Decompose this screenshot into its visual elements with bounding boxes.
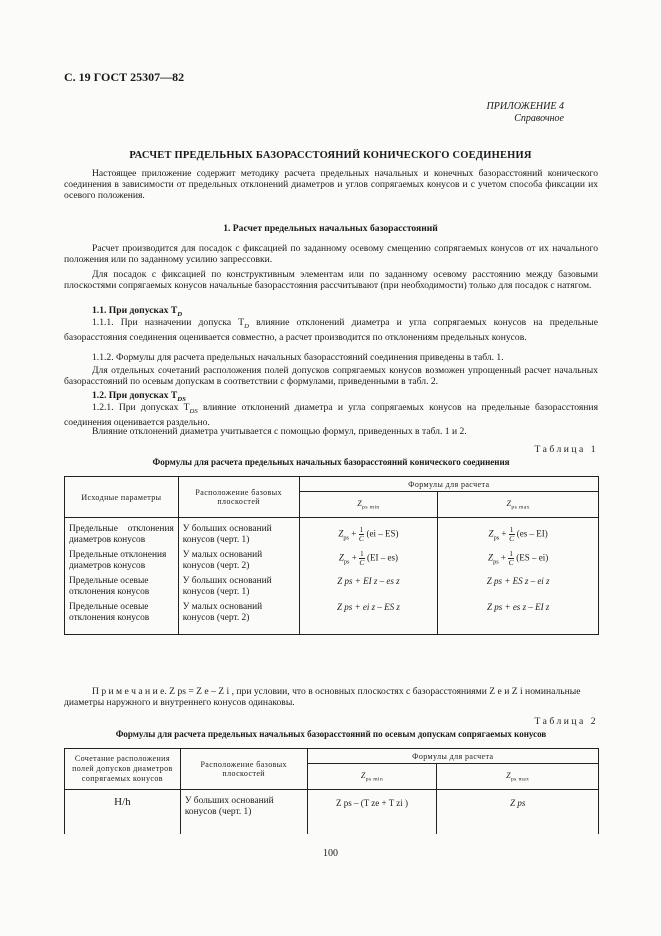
table1-caption: Формулы для расчета предельных начальных базорасстояний конического соединения [152,457,510,467]
table2-header-zmin: $Z_{ps min}$ [307,764,437,790]
section-1-heading: 1. Расчет предельных начальных базорасстояний [223,223,438,234]
table2-row [65,790,599,835]
table1-header-zmin: $Z_{ps min}$ [299,492,438,518]
table1-header-formulas: Формулы для расчета [299,477,598,492]
page-header: С. 19 ГОСТ 25307—82 [64,70,185,84]
table1-formula-min: $Z_{ps}$ + $\frac{1}{C}$ (ei – ES) [299,518,438,549]
table2-label: Таблица 2 [534,716,598,727]
table1-header-params: Исходные параметры [65,477,179,518]
table1-formula-min: Z ps + ei z – ES z [299,600,438,635]
appendix-type: Справочное [514,113,564,124]
table1-formula-min: Z ps + EI z – es z [299,574,438,600]
table1-base: У больших оснований конусов (черт. 1) [178,518,299,549]
table1-header-base: Расположение базовых плоскостей [178,477,299,518]
table1-row [65,548,599,574]
paragraph-1-1-3: Для отдельных сочетаний расположения полей допусков сопрягаемых конусов возможен упрощенный расчет начальных базорасстояний по осевым допускам в соответствии с формулами, приведенными в табл. 2. [64,365,598,388]
table1-formula-max: $Z_{ps}$ + $\frac{1}{C}$ (ES – ei) [438,548,599,574]
table1-param: Предельные отклонения диаметров конусов [65,548,179,574]
intro-paragraph: Настоящее приложение содержит методику расчета предельных начальных и конечных базорасстояний конического соединения в зависимости от предельных отклонений диаметров и углов сопрягаемых конусов и с учетом способа фиксации их осевого положения. [64,168,598,202]
paragraph-1-2-2: Влияние отклонений диаметра учитывается с помощью формул, приведенных в табл. 1 и 2. [92,426,467,437]
table1-formula-max: Z ps + es z – EI z [438,600,599,635]
paragraph-1-2-1: 1.2.1. При допусках $T_{DS}$ влияние отклонений диаметра и угла сопрягаемых конусов на предельные базорасстояния соединения оценивается раздельно. [64,402,598,429]
subsection-1-2: 1.2. При допусках $T_{DS}$ [92,390,186,403]
table2-formula-max: Z ps [437,790,599,835]
appendix-label [487,101,565,125]
table2-header-combo: Сочетание расположения полей допусков диаметров сопрягаемых конусов [65,749,181,790]
paragraph-1-1-2: 1.1.2. Формулы для расчета предельных начальных базорасстояний соединения приведены в табл. 1. [92,352,504,363]
appendix-number: ПРИЛОЖЕНИЕ 4 [486,101,564,112]
table2-formula-min: Z ps – (T ze + T zi ) [307,790,437,835]
subsection-1-1: 1.1. При допусках $T_D$ [92,305,183,318]
table1-param: Предельные осевые отклонения конусов [65,600,179,635]
table1-header-zmax: $Z_{ps max}$ [438,492,599,518]
table2-header-base: Расположение базовых плоскостей [180,749,307,790]
table2-header-zmax: $Z_{ps max}$ [437,764,599,790]
page-number: 100 [323,848,338,859]
paragraph-2: Для посадок с фиксацией по конструктивным элементам или по заданному осевому расстоянию между базовыми плоскостями сопрягаемых конусов начальные базорасстояния рассчитывают (при необходимости) только для посадок с натягом. [64,269,598,292]
table1-row [65,518,599,549]
table2-combo: H/h [65,790,181,835]
table1-row [65,574,599,600]
table1-formula-max: Z ps + ES z – ei z [438,574,599,600]
table1-formula-min: $Z_{ps}$ + $\frac{1}{C}$ (EI – es) [299,548,438,574]
table2-base: У больших оснований конусов (черт. 1) [180,790,307,835]
table1-row [65,600,599,635]
table2-caption: Формулы для расчета предельных начальных базорасстояний по осевым допускам сопрягаемых конусов [115,729,547,739]
table2-header-formulas: Формулы для расчета [307,749,598,764]
table1-base: У больших оснований конусов (черт. 1) [178,574,299,600]
table1 [64,476,599,635]
table1-param: Предельные осевые отклонения конусов [65,574,179,600]
document-title: РАСЧЕТ ПРЕДЕЛЬНЫХ БАЗОРАССТОЯНИЙ КОНИЧЕСКОГО СОЕДИНЕНИЯ [129,150,532,161]
table1-note: П р и м е ч а н и е. Z ps = Z e – Z i , при условии, что в основных плоскостях с базорасстояниями Z e и Z i номинальные диаметры наружного и внутреннего конусов одинаковы. [64,686,581,709]
table1-base: У малых оснований конусов (черт. 2) [178,548,299,574]
paragraph-1: Расчет производится для посадок с фиксацией по заданному осевому смещению сопрягаемых конусов от их начального положения или по заданному усилию запрессовки. [64,243,598,266]
table1-formula-max: $Z_{ps}$ + $\frac{1}{C}$ (es – EI) [438,518,599,549]
table1-base: У малых оснований конусов (черт. 2) [178,600,299,635]
table2 [64,748,599,834]
paragraph-1-1-1: 1.1.1. При назначении допуска $T_D$ влияние отклонений диаметра и угла сопрягаемых конусов на предельные базорасстояния соединения оценивается совместно, а расчет производится по отклонениям предельных конусов. [64,317,599,344]
table1-param: Предельные отклонения диаметров конусов [65,518,179,549]
table1-label: Таблица 1 [534,444,598,455]
